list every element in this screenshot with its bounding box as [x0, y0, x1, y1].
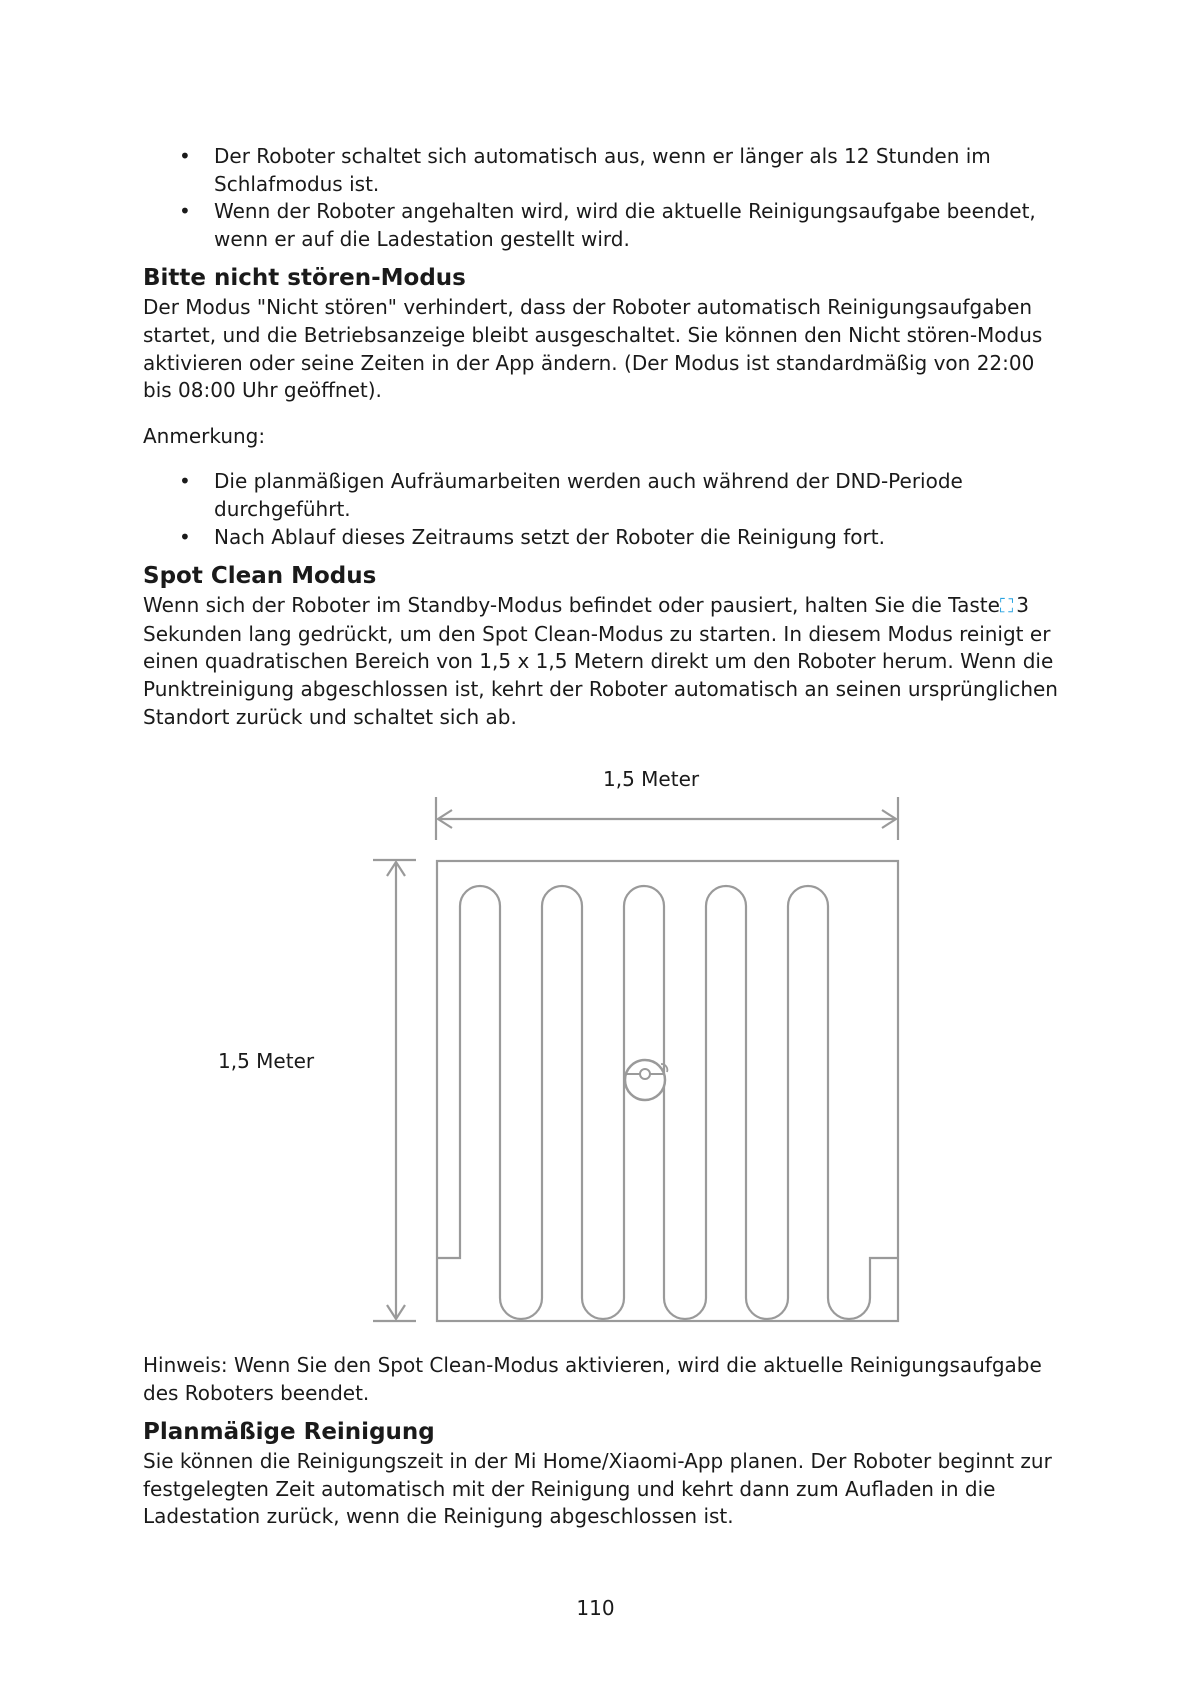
schedule-heading: Planmäßige Reinigung	[143, 1419, 435, 1446]
spot-body-part-1: Wenn sich der Roboter im Standby-Modus befindet oder pausiert, halten Sie die Taste	[143, 593, 1000, 618]
width-label: 1,5 Meter	[603, 767, 700, 791]
page-number: 110	[576, 1596, 615, 1620]
note-label: Anmerkung:	[143, 423, 266, 448]
spot-heading: Spot Clean Modus	[143, 563, 377, 590]
list-item: • Wenn der Roboter angehalten wird, wird die aktuelle Reinigungsaufgabe beendet, wenn er auf die Ladestation gestellt wird.	[143, 198, 1063, 253]
schedule-body: Sie können die Reinigungszeit in der Mi Home/Xiaomi-App planen. Der Roboter beginnt zur festgelegten Zeit automatisch mit der Reinigung und kehrt dann zum Aufladen in die Ladestation zurück, wenn die Reinigung abgeschlossen ist.	[143, 1449, 1052, 1529]
height-label: 1,5 Meter	[218, 1049, 315, 1073]
list-item: • Der Roboter schaltet sich automatisch aus, wenn er länger als 12 Stunden im Schlafmodus ist.	[143, 143, 1063, 198]
page-content-lower	[143, 1352, 1063, 1531]
dnd-heading: Bitte nicht stören-Modus	[143, 265, 466, 292]
dnd-body: Der Modus "Nicht stören" verhindert, dass der Roboter automatisch Reinigungsaufgaben startet, und die Betriebsanzeige bleibt ausgeschaltet. Sie können den Nicht stören-Modus aktivieren oder seine Zeiten in der App ändern. (Der Modus ist standardmäßig von 22:00 bis 08:00 Uhr geöffnet).	[143, 295, 1043, 403]
spot-body-part-2: 3 Sekunden lang gedrückt, um den Spot Clean-Modus zu starten. In diesem Modus reinigt er einen quadratischen Bereich von 1,5 x 1,5 Metern direkt um den Roboter herum. Wenn die Punktreinigung abgeschlossen ist, kehrt der Roboter automatisch an seinen ursprünglichen Standort zurück und schaltet sich ab.	[143, 593, 1058, 729]
spot-hint: Hinweis: Wenn Sie den Spot Clean-Modus aktivieren, wird die aktuelle Reinigungsaufgabe des Roboters beendet.	[143, 1353, 1042, 1405]
cleaning-path	[437, 886, 898, 1319]
list-item: • Die planmäßigen Aufräumarbeiten werden auch während der DND-Periode durchgeführt.	[143, 468, 1063, 523]
robot-icon	[625, 1060, 667, 1100]
spot-clean-button-icon: ⛶	[999, 595, 1014, 618]
list-item: • Nach Ablauf dieses Zeitraums setzt der Roboter die Reinigung fort.	[143, 524, 1063, 552]
